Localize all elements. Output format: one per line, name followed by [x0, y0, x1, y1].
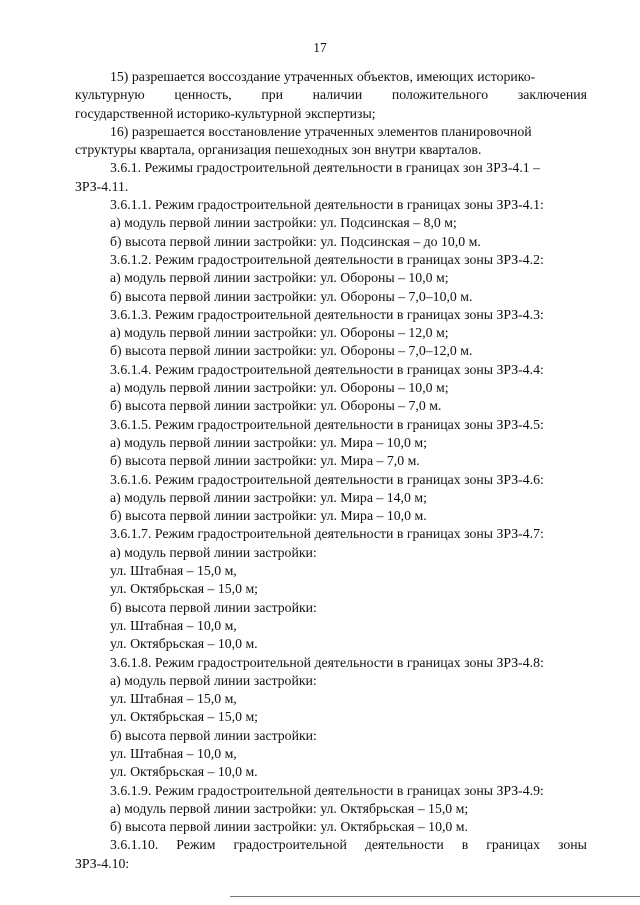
text-line: 3.6.1.2. Режим градостроительной деятельности в границах зоны ЗРЗ-4.2: [110, 251, 544, 267]
word: границах [486, 837, 541, 853]
word: при [261, 87, 284, 103]
text-line: 3.6.1.8. Режим градостроительной деятельности в границах зоны ЗРЗ-4.8: [110, 654, 544, 670]
text-line: а) модуль первой линии застройки: ул. Обороны – 12,0 м; [110, 325, 449, 341]
text-line: а) модуль первой линии застройки: ул. Мира – 10,0 м; [110, 434, 427, 450]
text-line: б) высота первой линии застройки: ул. Обороны – 7,0–12,0 м. [110, 343, 473, 359]
text-line: б) высота первой линии застройки: ул. Обороны – 7,0 м. [110, 398, 442, 414]
text-line: а) модуль первой линии застройки: [110, 544, 317, 560]
text-line: структуры квартала, организация пешеходных зон внутри кварталов. [75, 142, 482, 158]
word: культурную [75, 87, 145, 103]
text-line: а) модуль первой линии застройки: ул. Обороны – 10,0 м; [110, 380, 449, 396]
text-line: 3.6.1.1. Режим градостроительной деятельности в границах зоны ЗРЗ-4.1: [110, 197, 544, 213]
text-line: 3.6.1.4. Режим градостроительной деятельности в границах зоны ЗРЗ-4.4: [110, 361, 544, 377]
text-line: 3.6.1.7. Режим градостроительной деятельности в границах зоны ЗРЗ-4.7: [110, 526, 544, 542]
text-line: 3.6.1. Режимы градостроительной деятельности в границах зон ЗРЗ-4.1 – [110, 160, 541, 176]
text-line: ул. Штабная – 15,0 м, [110, 563, 237, 579]
page-number: 17 [313, 40, 327, 55]
text-line: а) модуль первой линии застройки: ул. Октябрьская – 15,0 м; [110, 800, 469, 816]
text-line: ул. Октябрьская – 10,0 м. [110, 764, 258, 780]
text-line: б) высота первой линии застройки: ул. Обороны – 7,0–10,0 м. [110, 288, 473, 304]
text-line: ул. Октябрьская – 15,0 м; [110, 581, 259, 597]
text-line: ул. Штабная – 15,0 м, [110, 691, 237, 707]
text-line: б) высота первой линии застройки: ул. Мира – 10,0 м. [110, 508, 427, 524]
text-line [75, 836, 587, 854]
text-line: ул. Октябрьская – 10,0 м. [110, 636, 258, 652]
text-line: ЗРЗ-4.10: [75, 855, 130, 871]
text-line: а) модуль первой линии застройки: ул. Мира – 14,0 м; [110, 489, 427, 505]
text-line: б) высота первой линии застройки: [110, 599, 317, 615]
text-line: 15) разрешается воссоздание утраченных объектов, имеющих историко- [110, 69, 536, 84]
word: 3.6.1.10. [110, 837, 159, 853]
text-line: б) высота первой линии застройки: ул. Октябрьская – 10,0 м. [110, 819, 468, 835]
text-line: 16) разрешается восстановление утраченных элементов планировочной [110, 123, 532, 139]
word: заключения [517, 87, 587, 103]
bottom-edge-line [230, 896, 640, 897]
text-line: б) высота первой линии застройки: [110, 727, 317, 743]
text-line [75, 86, 587, 104]
document-body [75, 68, 587, 873]
text-line: ЗРЗ-4.11. [75, 178, 129, 194]
text-line: 3.6.1.9. Режим градостроительной деятельности в границах зоны ЗРЗ-4.9: [110, 782, 544, 798]
word: ценность, [174, 87, 232, 103]
text-line: 3.6.1.5. Режим градостроительной деятельности в границах зоны ЗРЗ-4.5: [110, 416, 544, 432]
text-line: а) модуль первой линии застройки: ул. Подсинская – 8,0 м; [110, 215, 457, 231]
text-line: а) модуль первой линии застройки: [110, 672, 317, 688]
word: зоны [558, 837, 587, 853]
word: в [461, 837, 469, 853]
word: положительного [391, 87, 489, 103]
text-line: а) модуль первой линии застройки: ул. Обороны – 10,0 м; [110, 270, 449, 286]
text-line: б) высота первой линии застройки: ул. Мира – 7,0 м. [110, 453, 420, 469]
word: Режим [176, 837, 216, 853]
text-line: б) высота первой линии застройки: ул. Подсинская – до 10,0 м. [110, 233, 481, 249]
text-line: ул. Октябрьская – 15,0 м; [110, 709, 259, 725]
text-line: ул. Штабная – 10,0 м, [110, 745, 237, 761]
word: градостроительной [233, 837, 347, 853]
word: наличии [312, 87, 363, 103]
word: деятельности [364, 837, 444, 853]
text-line: 3.6.1.6. Режим градостроительной деятельности в границах зоны ЗРЗ-4.6: [110, 471, 544, 487]
text-line: 3.6.1.3. Режим градостроительной деятельности в границах зоны ЗРЗ-4.3: [110, 306, 544, 322]
text-line: государственной историко-культурной экспертизы; [75, 105, 376, 121]
text-line: ул. Штабная – 10,0 м, [110, 617, 237, 633]
